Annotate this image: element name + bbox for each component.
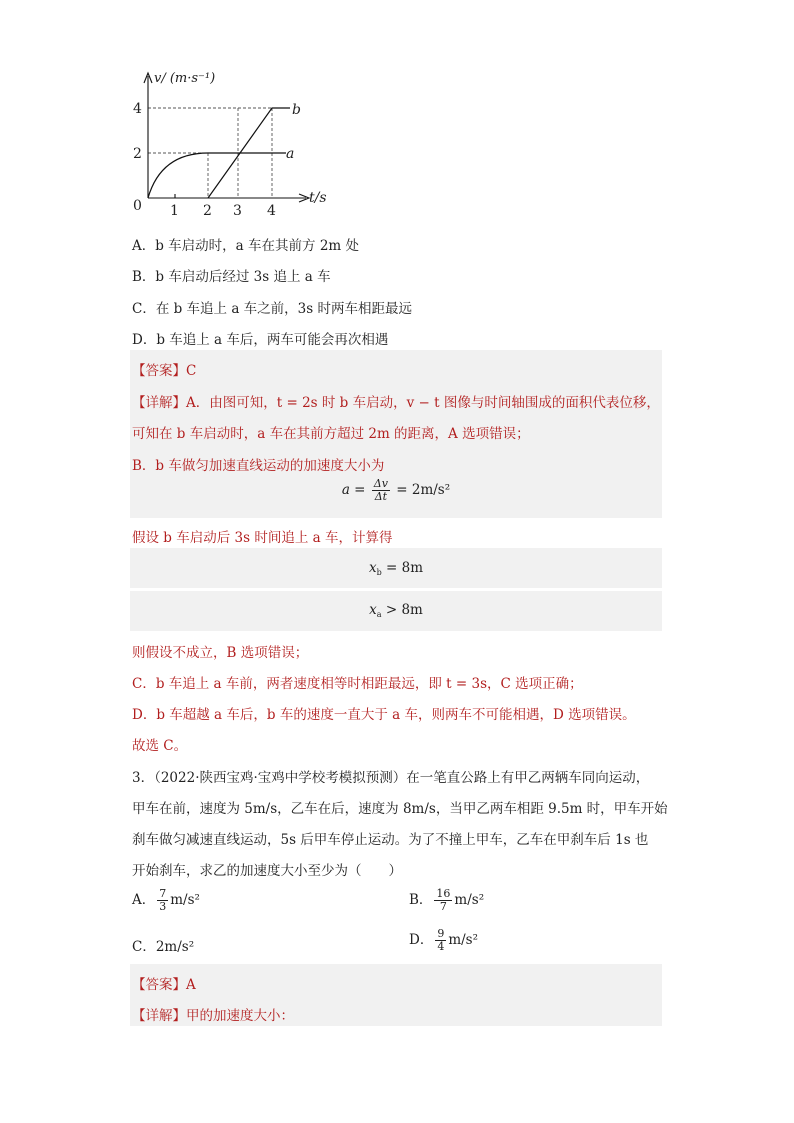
opt-a-num: 7 <box>159 887 167 900</box>
q3-detail <box>132 1004 294 1024</box>
opt-b-den: 7 <box>439 900 447 913</box>
q2-answer <box>132 359 196 379</box>
x-tick-3: 3 <box>233 203 242 219</box>
q3-stem-line-4: 开始刹车，求乙的加速度大小至少为（ ） <box>132 863 402 879</box>
xa-symbol: x <box>369 602 377 618</box>
origin-label: 0 <box>133 198 142 214</box>
answer-value: C <box>186 363 197 379</box>
x-axis-label: t/s <box>309 190 327 206</box>
formula-num: Δv <box>373 477 388 490</box>
opt-b-num: 16 <box>436 887 451 900</box>
xb-relation: = 8m <box>386 560 424 576</box>
q3-answer-value: A <box>186 977 196 993</box>
opt-d-den: 4 <box>437 940 445 953</box>
q2-detail-line-2: 可知在 b 车启动时，a 车在其前方超过 2m 的距离，A 选项错误； <box>132 426 530 442</box>
formula-xa <box>130 602 662 619</box>
q2-option-d: D．b 车追上 a 车后，两车可能会再次相遇 <box>132 332 389 348</box>
xb-symbol: x <box>368 560 377 576</box>
q3-answer-label: 【答案】 <box>132 977 186 993</box>
opt-b-unit: m/s² <box>454 892 485 908</box>
q3-stem-line-2: 甲车在前，速度为 5m/s，乙车在后，速度为 8m/s，当甲乙两车相距 9.5m 时，甲车开始 <box>132 801 668 817</box>
opt-b-fraction <box>434 888 452 913</box>
q2-explain-c: C．b 车追上 a 车前，两者速度相等时相距最远，即 t = 3s，C 选项正确； <box>132 676 583 692</box>
q3-stem-line-3: 刹车做匀减速直线运动，5s 后甲车停止运动。为了不撞上甲车，乙车在甲刹车后 1s 也 <box>132 832 649 848</box>
q3-stem-line-1: 3．（2022·陕西宝鸡·宝鸡中学校考模拟预测）在一笔直公路上有甲乙两辆车同向运动， <box>132 770 650 786</box>
opt-d-num: 9 <box>437 927 445 940</box>
q3-detail-label: 【详解】 <box>132 1008 186 1024</box>
opt-a-fraction <box>157 888 168 913</box>
formula-den: Δt <box>374 490 388 503</box>
x-tick-2: 2 <box>203 203 212 219</box>
formula-fraction <box>372 478 390 503</box>
label-a: a <box>286 146 295 162</box>
q2-explain-d: D．b 车超越 a 车后，b 车的速度一直大于 a 车，则两车不可能相遇，D 选项错误。 <box>132 707 636 723</box>
curve-a <box>148 153 286 198</box>
q3-option-d <box>409 928 478 953</box>
q3-option-c: C．2m/s² <box>132 939 195 955</box>
y-tick-2: 2 <box>133 146 142 162</box>
xa-subscript: a <box>376 610 382 619</box>
formula-rhs: = 2m/s² <box>396 482 451 498</box>
formula-acceleration <box>130 478 662 503</box>
xb-subscript: b <box>376 568 382 577</box>
q2-detail-line-3: B．b 车做匀加速直线运动的加速度大小为 <box>132 458 385 474</box>
velocity-time-graph <box>128 64 328 220</box>
opt-d-unit: m/s² <box>448 932 479 948</box>
opt-d-label: D． <box>409 932 434 948</box>
q2-final-choice: 故选 C。 <box>132 738 188 754</box>
y-axis-label: v/ (m·s⁻¹) <box>154 71 216 86</box>
q3-answer <box>132 973 196 993</box>
q2-option-a: A．b 车启动时，a 车在其前方 2m 处 <box>132 238 359 254</box>
q2-assumption: 假设 b 车启动后 3s 时间追上 a 车，计算得 <box>132 530 393 546</box>
detail-text: A．由图可知，t = 2s 时 b 车启动，v − t 图像与时间轴围成的面积代表位移， <box>186 395 660 411</box>
answer-label: 【答案】 <box>132 363 186 379</box>
x-tick-1: 1 <box>170 203 179 219</box>
opt-a-den: 3 <box>159 900 167 913</box>
q3-detail-text: 甲的加速度大小： <box>186 1008 294 1024</box>
q2-detail-line-1 <box>132 391 660 411</box>
x-tick-4: 4 <box>267 203 276 219</box>
q3-option-b <box>409 888 484 913</box>
formula-xb <box>130 560 662 577</box>
q2-option-b: B．b 车启动后经过 3s 追上 a 车 <box>132 269 331 285</box>
q2-conclusion-b: 则假设不成立，B 选项错误； <box>132 645 309 661</box>
y-tick-4: 4 <box>133 101 142 117</box>
opt-a-unit: m/s² <box>170 892 200 908</box>
opt-d-fraction <box>435 928 446 953</box>
opt-b-label: B． <box>409 892 433 908</box>
formula-lhs: a = <box>341 482 366 498</box>
q3-option-a <box>132 888 200 913</box>
opt-a-label: A． <box>132 892 156 908</box>
q2-option-c: C．在 b 车追上 a 车之前，3s 时两车相距最远 <box>132 301 412 317</box>
xa-relation: > 8m <box>385 602 423 618</box>
label-b: b <box>292 102 301 118</box>
detail-label: 【详解】 <box>132 395 186 411</box>
